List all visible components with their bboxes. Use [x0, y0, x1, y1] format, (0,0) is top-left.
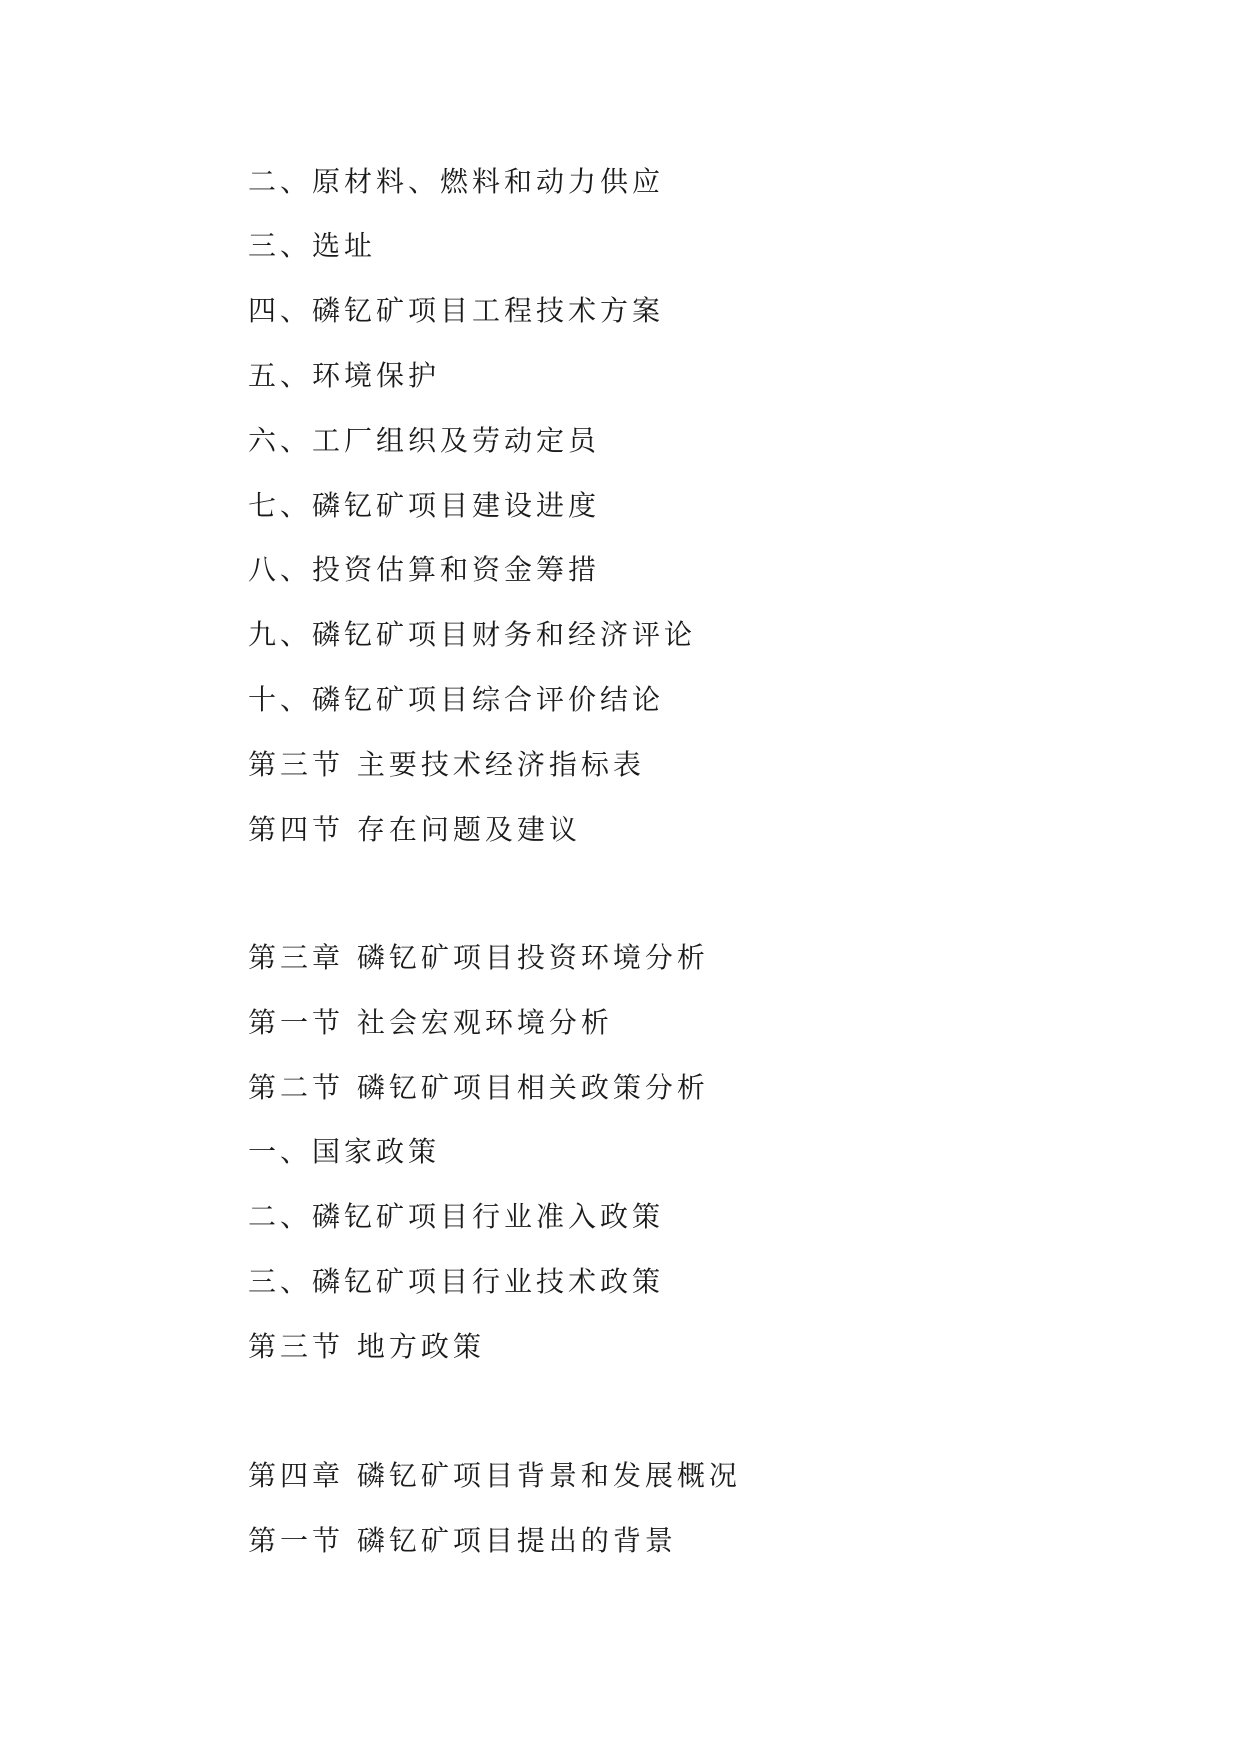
toc-entry: 十、磷钇矿项目综合评价结论	[248, 683, 665, 716]
toc-entry: 九、磷钇矿项目财务和经济评论	[248, 618, 697, 651]
toc-section-heading: 第一节 社会宏观环境分析	[248, 1006, 613, 1039]
toc-section-heading: 第三节 主要技术经济指标表	[248, 748, 645, 781]
toc-entry: 四、磷钇矿项目工程技术方案	[248, 294, 665, 327]
toc-entry: 二、磷钇矿项目行业准入政策	[248, 1200, 665, 1233]
toc-section-heading: 第一节 磷钇矿项目提出的背景	[248, 1524, 677, 1557]
toc-entry: 二、原材料、燃料和动力供应	[248, 165, 665, 198]
toc-entry: 一、国家政策	[248, 1135, 441, 1168]
toc-entry: 五、环境保护	[248, 359, 441, 392]
toc-entry: 六、工厂组织及劳动定员	[248, 424, 601, 457]
toc-section-heading: 第四节 存在问题及建议	[248, 813, 581, 846]
toc-entry: 七、磷钇矿项目建设进度	[248, 489, 601, 522]
toc-chapter-heading: 第四章 磷钇矿项目背景和发展概况	[248, 1459, 741, 1492]
toc-entry: 八、投资估算和资金筹措	[248, 553, 601, 586]
toc-section-heading: 第三节 地方政策	[248, 1330, 485, 1363]
toc-chapter-heading: 第三章 磷钇矿项目投资环境分析	[248, 941, 709, 974]
toc-entry: 三、磷钇矿项目行业技术政策	[248, 1265, 665, 1298]
toc-entry: 三、选址	[248, 229, 377, 262]
toc-section-heading: 第二节 磷钇矿项目相关政策分析	[248, 1071, 709, 1104]
